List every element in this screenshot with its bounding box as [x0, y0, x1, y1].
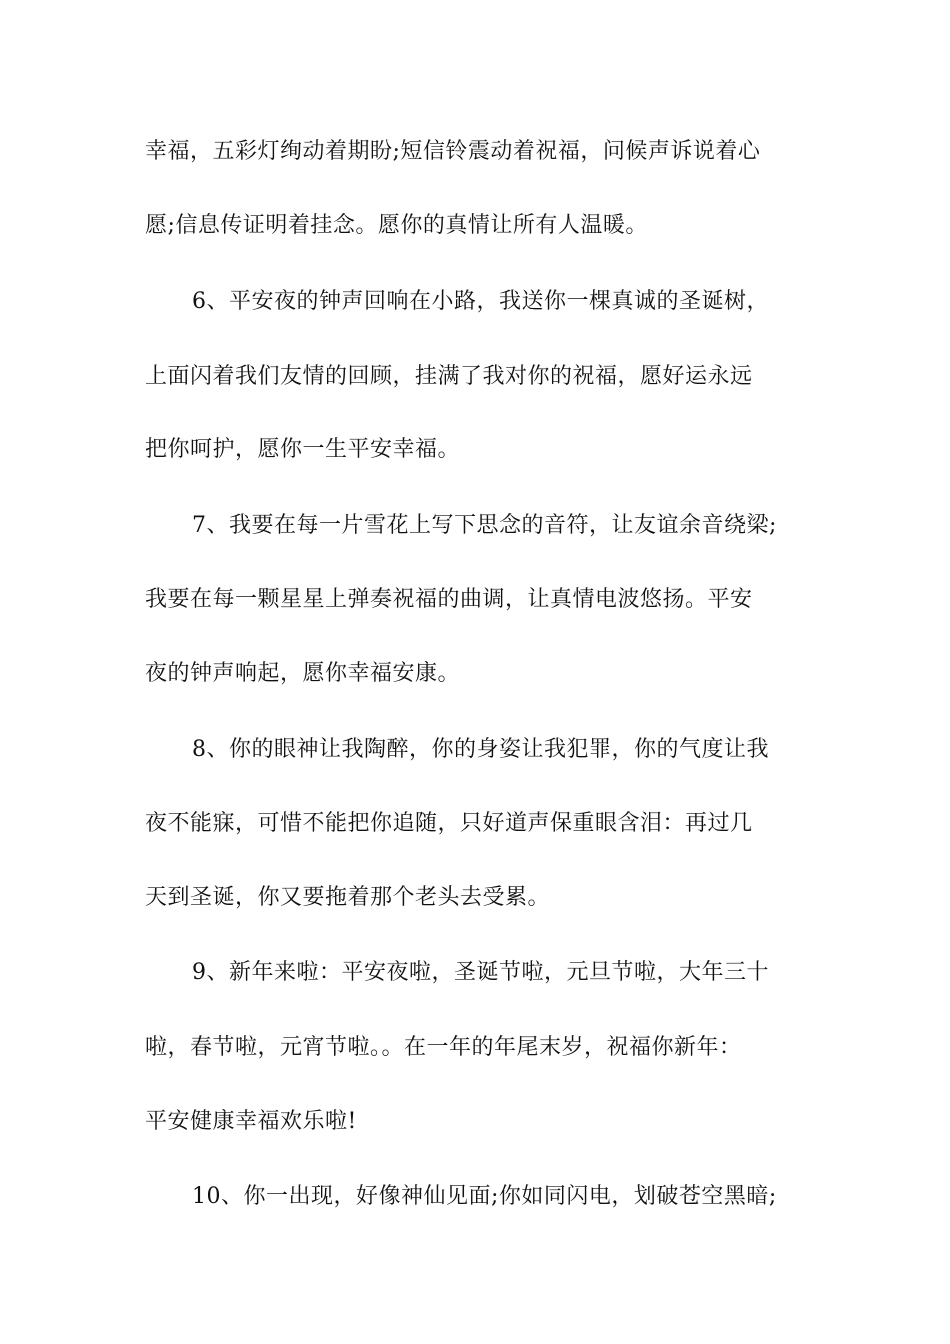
text-line: 幸福，五彩灯绚动着期盼;短信铃震动着祝福，问候声诉说着心 — [145, 139, 761, 164]
text-line: 把你呵护，愿你一生平安幸福。 — [145, 437, 461, 462]
text-line: 啦，春节啦，元宵节啦。。在一年的年尾末岁，祝福你新年： — [145, 1035, 742, 1060]
paragraph-start-6: 6、平安夜的钟声回响在小路，我送你一棵真诚的圣诞树， — [192, 289, 769, 314]
paragraph-start-10: 10、你一出现，好像神仙见面;你如同闪电，划破苍空黑暗; — [192, 1184, 777, 1209]
text-line: 夜的钟声响起，愿你幸福安康。 — [145, 661, 461, 686]
text-line: 夜不能寐，可惜不能把你追随，只好道声保重眼含泪：再过几 — [145, 811, 753, 836]
paragraph-start-7: 7、我要在每一片雪花上写下思念的音符，让友谊余音绕梁; — [192, 513, 777, 538]
text-line: 我要在每一颗星星上弹奏祝福的曲调，让真情电波悠扬。平安 — [145, 587, 753, 612]
text-line: 天到圣诞，你又要拖着那个老头去受累。 — [145, 885, 551, 910]
text-line: 平安健康幸福欢乐啦! — [145, 1109, 357, 1134]
text-line: 上面闪着我们友情的回顾，挂满了我对你的祝福，愿好运永远 — [145, 364, 753, 389]
paragraph-start-9: 9、新年来啦：平安夜啦，圣诞节啦，元旦节啦，大年三十 — [192, 960, 769, 985]
paragraph-start-8: 8、你的眼神让我陶醉，你的身姿让我犯罪，你的气度让我 — [192, 737, 769, 762]
text-line: 愿;信息传证明着挂念。愿你的真情让所有人温暖。 — [145, 213, 648, 238]
